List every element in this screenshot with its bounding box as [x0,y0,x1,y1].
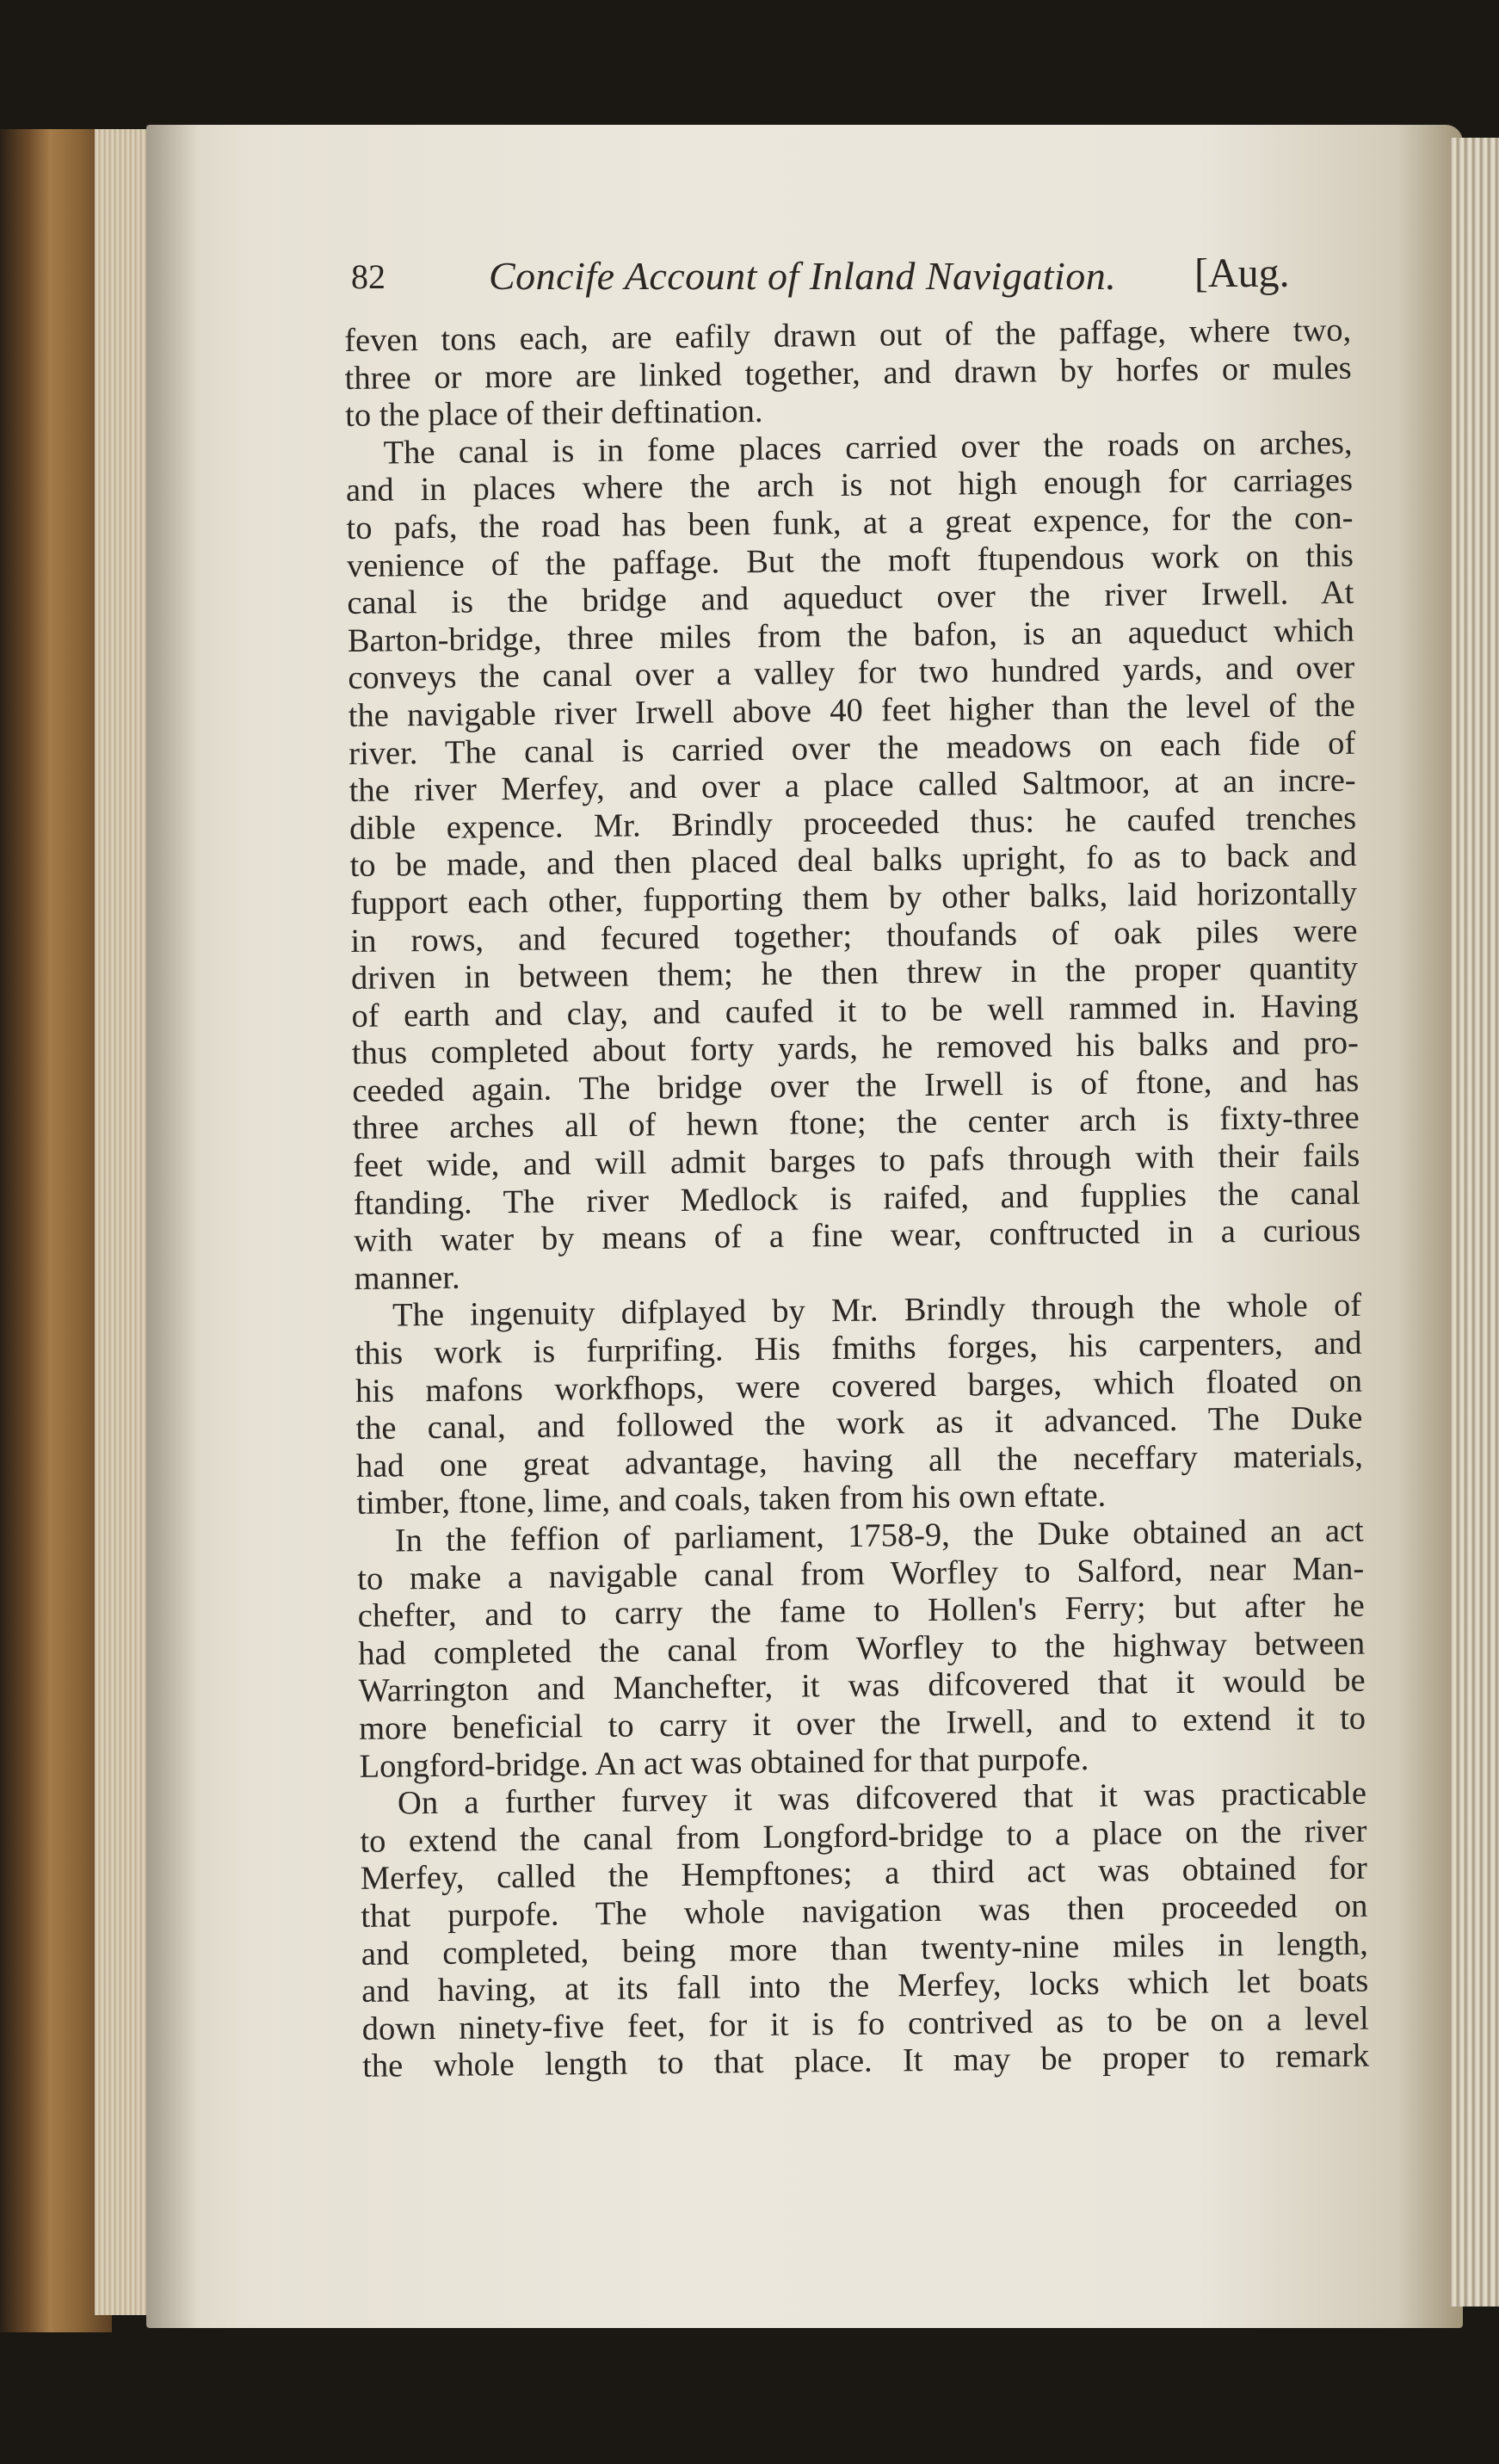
text-line: the navigable river Irwell above 40 feet higher than the level of the [348,687,1355,734]
text-line: fupport each other, fupporting them by other balks, laid horizontally [349,874,1358,922]
gutter-shadow [146,125,198,2328]
running-month: [Aug. [1194,250,1290,296]
text-line: with water by means of a fine wear, conftructed in a curious [353,1212,1361,1260]
running-title: Concife Account of Inland Navigation. [489,254,1117,298]
text-line: more beneficial to carry it over the Irwell, and to extend it to [358,1700,1366,1747]
page-number: 82 [351,257,386,296]
text-line: the whole length to that place. It may be proper to remark [361,2037,1370,2085]
text-line: In the feffion of parliament, 1758-9, the Duke obtained an act [394,1512,1364,1559]
text-line: ftanding. The river Medlock is raifed, and fupplies the canal [353,1175,1360,1222]
text-line: The canal is in fome places carried over the roads on arches, [383,424,1353,472]
text-line: three arches all of hewn ftone; the center arch is fixty-three [352,1100,1360,1147]
text-line: his mafons workfhops, were covered barges, which floated on [355,1362,1363,1410]
text-line: down ninety-five feet, for it is fo contrived as to be on a level [361,2000,1369,2047]
text-line: driven in between them; he then threw in the proper quantity [350,949,1359,997]
text-line: dible expence. Mr. Brindly proceeded thus: he caufed trenches [349,800,1357,847]
text-line: to be made, and then placed deal balks upright, fo as to back and [349,837,1357,885]
text-line: Warrington and Manchefter, it was difcovered that it would be [358,1663,1366,1710]
text-line: feet wide, and will admit barges to pafs through with their fails [353,1137,1360,1185]
text-line: in rows, and fecured together; thoufands of oak piles were [350,912,1358,960]
text-line: On a further furvey it was difcovered that it was practicable [397,1775,1367,1822]
text-line: The ingenuity difplayed by Mr. Brindly through the whole of [392,1288,1362,1334]
text-line: to make a navigable canal from Worfley to Salford, near Man- [357,1550,1365,1597]
text-line: to pafs, the road has been funk, at a great expence, for the con- [346,499,1354,547]
text-line: manner. [354,1259,460,1297]
text-line: three or more are linked together, and drawn by horfes or mules [344,349,1352,397]
text-line: river. The canal is carried over the meadows on each fide of [349,725,1356,772]
text-line: and in places where the arch is not high enough for carriages [345,462,1354,509]
page-header [351,250,1349,310]
text-line: this work is furprifing. His fmiths forges, his carpenters, and [355,1325,1362,1372]
text-line: ceeded again. The bridge over the Irwell is of ftone, and has [352,1062,1360,1109]
text-line: had one great advantage, having all the neceffary materials, [355,1437,1364,1485]
text-line: and having, at its fall into the Merfey, locks which let boats [361,1962,1369,2010]
text-line: the canal, and followed the work as it advanced. The Duke [355,1399,1363,1448]
text-line: to extend the canal from Longford-bridge to a place on the river [360,1812,1367,1860]
text-line: thus completed about forty yards, he removed his balks and pro- [351,1024,1360,1072]
page-edges-right [1450,138,1499,2307]
text-line: venience of the paffage. But the moft ftupendous work on this [346,537,1354,584]
text-line: and completed, being more than twenty-nine miles in length, [361,1925,1369,1973]
body-text [344,312,1369,2086]
text-line: had completed the canal from Worfley to the highway between [357,1625,1366,1672]
text-line: canal is the bridge and aqueduct over the river Irwell. At [347,574,1354,622]
text-line: of earth and clay, and caufed it to be well rammed in. Having [351,987,1359,1034]
text-line: chefter, and to carry the fame to Hollen's Ferry; but after he [357,1587,1365,1635]
text-line: conveys the canal over a valley for two hundred yards, and over [348,650,1355,697]
text-line: to the place of their deftination. [344,393,763,435]
text-line: feven tons each, are eafily drawn out of the paffage, where two, [344,312,1352,359]
text-line: Barton-bridge, three miles from the bafon, is an aqueduct which [347,612,1355,659]
text-line: the river Merfey, and over a place called Saltmoor, at an incre- [349,762,1356,810]
text-line: Longford-bridge. An act was obtained for that purpofe. [359,1740,1089,1785]
text-line: Merfey, called the Hempftones; a third act was obtained for [360,1850,1368,1898]
text-line: timber, ftone, lime, and coals, taken from his own eftate. [356,1478,1107,1522]
text-line: that purpofe. The whole navigation was then proceeded on [361,1887,1368,1935]
